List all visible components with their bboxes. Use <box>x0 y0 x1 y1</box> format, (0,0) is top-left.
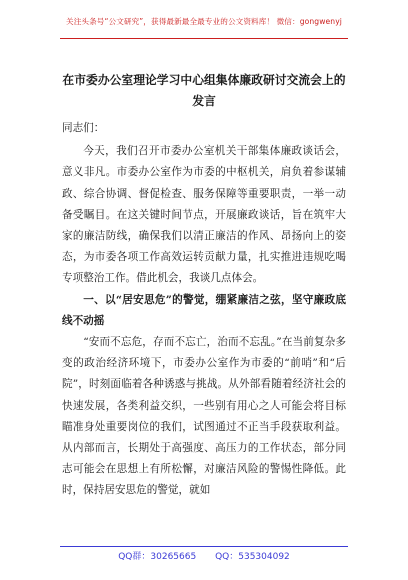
footer-qq-group: QQ群：30265665 <box>118 552 197 562</box>
footer <box>0 549 408 562</box>
paragraph-section-1: “安而不忘危，存而不忘亡，治而不忘乱。”在当前复杂多变的政治经济环境下，市委办公室作为市委的“前哨”和“后院”，时刻面临着各种诱惑与挑战。从外部看随着经济社会的快速发展，各类利益交织，一些别有用心之人可能会将目标瞄准身处重要岗位的我们，试图通过不正当手段获取利益。从内部而言，长期处于高强度、高压力的工作状态，部分同志可能会在思想上有所松懈，对廉洁风险的警惕性降低。此时，保持居安思危的警觉，就如 <box>62 336 346 497</box>
greeting: 同志们： <box>62 122 105 134</box>
document-body <box>62 118 346 502</box>
section-heading-1: 一、以“居安思危”的警觉，绷紧廉洁之弦，坚守廉政底线不动摇 <box>62 293 346 327</box>
footer-divider <box>60 546 348 547</box>
header-divider <box>60 38 348 39</box>
header-banner: 关注头条号“公文研究”，获得最新最全最专业的公文资料库！ 微信：gongwenyj <box>66 17 342 26</box>
document-title: 在市委办公室理论学习中心组集体廉政研讨交流会上的发言 <box>62 73 346 108</box>
footer-qq: QQ：535304092 <box>215 552 290 562</box>
paragraph-intro: 今天，我们召开市委办公室机关干部集体廉政谈话会，意义非凡。市委办公室作为市委的中枢机关，肩负着参谋辅政、综合协调、督促检查、服务保障等重要职责，一举一动备受瞩目。在这关键时间节点，开展廉政谈话，旨在筑牢大家的廉洁防线，确保我们以清正廉洁的作风、昂扬向上的姿态，为市委各项工作高效运转贡献力量，扎实推进违规吃喝专项整治工作。借此机会，我谈几点体会。 <box>62 145 346 285</box>
